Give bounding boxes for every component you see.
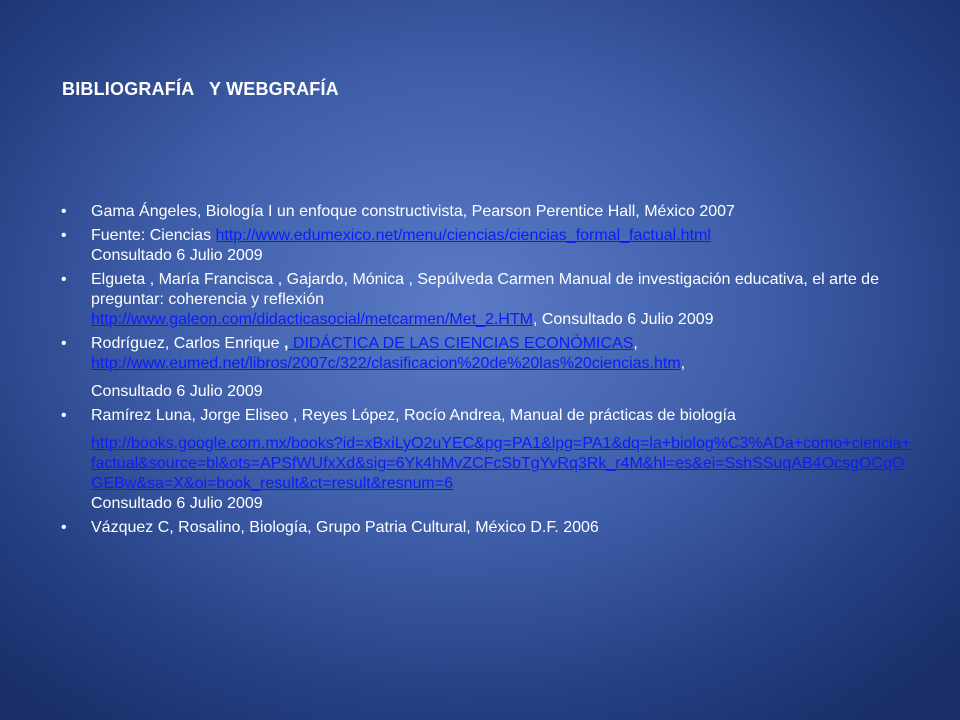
consulted-date: , Consultado 6 Julio 2009 bbox=[532, 311, 714, 328]
bullet: • bbox=[61, 271, 67, 288]
reference-text: Fuente: Ciencias bbox=[91, 227, 216, 244]
bibliography-list bbox=[61, 202, 913, 542]
comma: , bbox=[283, 335, 289, 352]
consulted-date: Consultado 6 Julio 2009 bbox=[91, 495, 263, 512]
reference-text: Ramírez Luna, Jorge Eliseo , Reyes López, Rocío Andrea, Manual de prácticas de biología bbox=[91, 407, 736, 424]
bullet: • bbox=[61, 227, 67, 244]
bullet: • bbox=[61, 519, 67, 536]
reference-link[interactable]: http://books.google.com.mx/books?id=xBxiLyO2uYEC&pg=PA1&lpg=PA1&dq=la+biolog%C3%ADa+como+ciencia+factual&source=bl&ots=APSfWUfxXd&sig=6Yk4hMvZCFcSbTgYvRq3Rk_r4M&hl=es&ei=SshSSuqAB4OcsgOCqOGEBw&sa=X&oi=book_result&ct=result&resnum=6 bbox=[91, 435, 911, 492]
slide-title: BIBLIOGRAFÍA Y WEBGRAFÍA bbox=[62, 79, 339, 99]
list-item bbox=[61, 202, 913, 222]
reference-text: Rodríguez, Carlos Enrique bbox=[91, 335, 284, 352]
bullet: • bbox=[61, 335, 67, 352]
bullet: • bbox=[61, 407, 67, 424]
list-item bbox=[61, 270, 913, 330]
consulted-date: Consultado 6 Julio 2009 bbox=[91, 383, 263, 400]
list-item bbox=[61, 334, 913, 402]
reference-link[interactable]: http://www.galeon.com/didacticasocial/metcarmen/Met_2.HTM bbox=[91, 311, 533, 328]
reference-link[interactable]: http://www.eumed.net/libros/2007c/322/clasificacion%20de%20las%20ciencias.htm bbox=[91, 355, 681, 372]
reference-link[interactable]: http://www.edumexico.net/menu/ciencias/ciencias_formal_factual.html bbox=[215, 227, 711, 244]
list-item bbox=[61, 518, 913, 538]
separator: , bbox=[633, 335, 638, 352]
reference-link-title[interactable]: DIDÁCTICA DE LAS CIENCIAS ECONÓMICAS bbox=[288, 335, 634, 352]
consulted-date: Consultado 6 Julio 2009 bbox=[91, 247, 263, 264]
list-item bbox=[61, 406, 913, 514]
bullet: • bbox=[61, 203, 67, 220]
reference-text: Gama Ángeles, Biología I un enfoque constructivista, Pearson Perentice Hall, México 2007 bbox=[91, 203, 735, 220]
reference-text: Vázquez C, Rosalino, Biología, Grupo Patria Cultural, México D.F. 2006 bbox=[91, 519, 599, 536]
list-item bbox=[61, 226, 913, 266]
separator: , bbox=[680, 355, 686, 372]
reference-text: Elgueta , María Francisca , Gajardo, Mónica , Sepúlveda Carmen Manual de investigación educativa, el arte de preguntar: coherencia y reflexión bbox=[91, 271, 879, 308]
